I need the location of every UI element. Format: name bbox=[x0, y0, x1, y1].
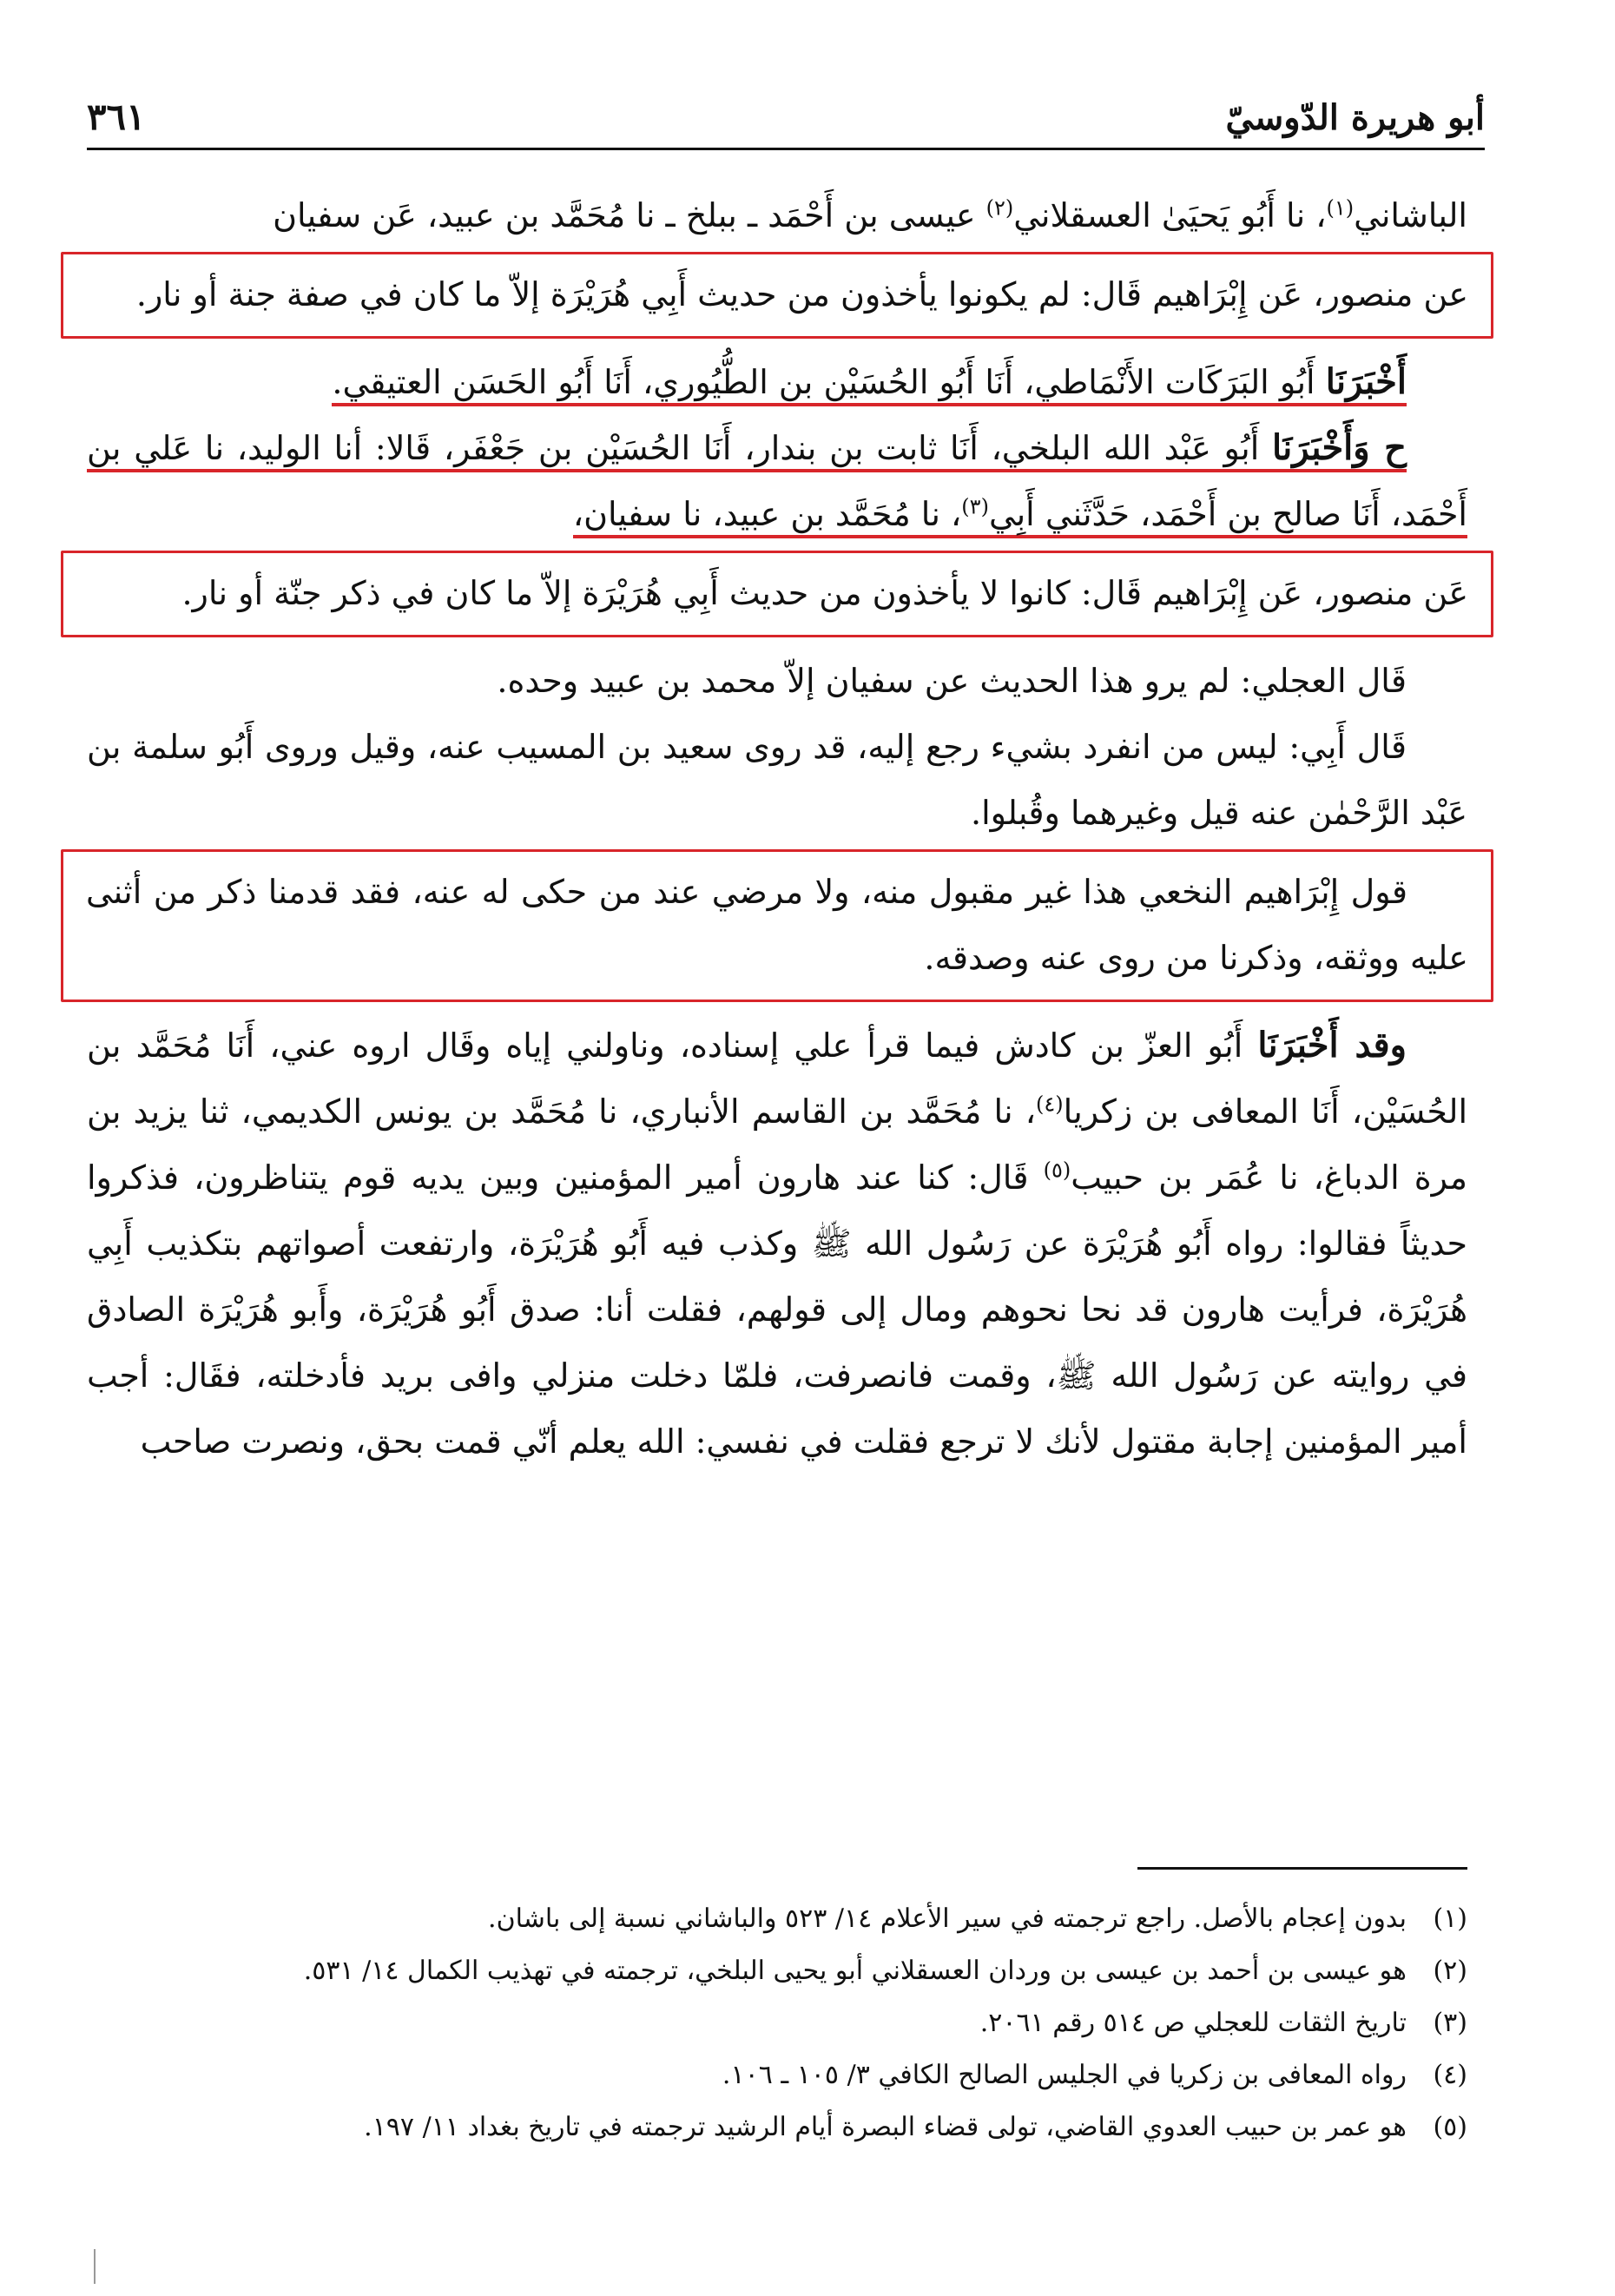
underlined-chain-1 bbox=[332, 363, 1407, 406]
text-run: ، نا مُحَمَّد بن القاسم الأنباري، نا مُحَمَّد بن يونس الكديمي، ثنا يزيد بن مرة الدباغ، نا عُمَر بن حبيب bbox=[87, 1092, 1467, 1197]
footnote-ref-2[interactable]: (٢) bbox=[985, 195, 1014, 221]
lead-word: أَخْبَرَنَا bbox=[1325, 361, 1407, 402]
main-text bbox=[87, 182, 1467, 1475]
scan-margin-mark bbox=[94, 2249, 96, 2284]
page-number: ٣٦١ bbox=[87, 96, 146, 138]
text-run: أَبُو العزّ بن كادش فيما قرأ علي إسناده، وناولني إياه وقَال اروه عني، أَنَا مُحَمَّد بن الحُسَيْن، أَنَا المعافى بن زكريا bbox=[87, 1026, 1467, 1131]
footnote-separator bbox=[1137, 1867, 1467, 1870]
boxed-text-1: عن منصور، عَن إِبْرَاهيم قَال: لم يكونوا يأخذون من حديث أَبِي هُرَيْرَة إلاّ ما كان في صفة جنة أو نار. bbox=[135, 275, 1468, 313]
footnote-3 bbox=[87, 1997, 1467, 2049]
lead-word: وقد أَخْبَرَنَا bbox=[1257, 1025, 1407, 1066]
highlight-box-1 bbox=[61, 252, 1493, 339]
paragraph-isnad-1 bbox=[87, 182, 1467, 248]
footnote-number: (٥) bbox=[1433, 2112, 1467, 2142]
footnote-2 bbox=[87, 1945, 1467, 1997]
text-run: الباشاني bbox=[1354, 196, 1467, 234]
paragraph-harun-story bbox=[87, 1013, 1467, 1475]
running-header bbox=[87, 87, 1485, 150]
boxed-text-3: قول إِبْرَاهيم النخعي هذا غير مقبول منه، ولا مرضي عند من حكى له عنه، فقد قدمنا ذكر من أثنى عليه ووثقه، وذكرنا من روى عنه وصدقه. bbox=[86, 873, 1468, 977]
footnote-number: (١) bbox=[1433, 1903, 1467, 1934]
footnote-5 bbox=[87, 2101, 1467, 2154]
footnote-ref-3[interactable]: (٣) bbox=[961, 494, 989, 519]
footnote-text: هو عيسى بن أحمد بن عيسى بن وردان العسقلاني أبو يحيى البلخي، ترجمته في تهذيب الكمال ١٤/ ٥٣١. bbox=[303, 1956, 1407, 1986]
text-run: ، نا أَبُو يَحيَىٰ العسقلاني bbox=[1013, 196, 1327, 234]
footnote-ref-5[interactable]: (٥) bbox=[1043, 1158, 1071, 1183]
footnotes bbox=[87, 1893, 1467, 2154]
footnote-number: (٢) bbox=[1433, 1956, 1467, 1986]
text-run: أَبُو البَرَكَات الأَنْمَاطي، أَنَا أَبُو الحُسَيْن بن الطُّيُوري، أَنَا أَبُو الحَسَن العتيقي. bbox=[332, 363, 1315, 401]
footnote-text: تاريخ الثقات للعجلي ص ٥١٤ رقم ٢٠٦١. bbox=[979, 2008, 1407, 2038]
footnote-ref-1[interactable]: (١) bbox=[1326, 195, 1355, 221]
text-run: ، نا مُحَمَّد بن عبيد، نا سفيان، bbox=[572, 495, 962, 533]
footnote-text: هو عمر بن حبيب العدوي القاضي، تولى قضاء البصرة أيام الرشيد ترجمته في تاريخ بغداد ١١/ ١٩٧. bbox=[364, 2112, 1407, 2142]
footnote-ref-4[interactable]: (٤) bbox=[1036, 1092, 1064, 1117]
lead-word: ح وَأَخْبَرَنَا bbox=[1271, 427, 1407, 468]
paragraph-isnad-3 bbox=[87, 415, 1467, 547]
footnote-number: (٣) bbox=[1433, 2008, 1467, 2038]
text-run: قَال: كنا عند هارون أمير المؤمنين وبين يديه قوم يتناظرون، فذكروا حديثاً فقالوا: رواه أَبُو هُرَيْرَة عن رَسُول الله ﷺ وكذب فيه أَبُو هُرَيْرَة، وارتفعت أصواتهم بتكذيب أَبِي هُرَيْرَة، فرأيت هارون قد نحا نحوهم ومال إلى قولهم، فقلت أنا: صدق أَبُو هُرَيْرَة، وأَبو هُرَيْرَة الصادق في روايته عن رَسُول الله ﷺ، وقمت فانصرفت، فلمّا دخلت منزلي وافى بريد فأدخلته، فقَال: أجب أمير المؤمنين إجابة مقتول لأنك لا ترجع فقلت في نفسي: الله يعلم أنّي قمت بحق، ونصرت صاحب bbox=[87, 1158, 1467, 1461]
running-title: أبو هريرة الدّوسيّ bbox=[1225, 97, 1485, 138]
footnote-text: بدون إعجام بالأصل. راجع ترجمته في سير الأعلام ١٤/ ٥٢٣ والباشاني نسبة إلى باشان. bbox=[488, 1903, 1407, 1934]
footnote-4 bbox=[87, 2049, 1467, 2101]
footnote-1 bbox=[87, 1893, 1467, 1945]
footnote-text: رواه المعافى بن زكريا في الجليس الصالح الكافي ٣/ ١٠٥ ـ ١٠٦. bbox=[722, 2060, 1407, 2090]
underlined-chain-2 bbox=[87, 429, 1467, 538]
footnote-number: (٤) bbox=[1433, 2060, 1467, 2090]
paragraph-isnad-2 bbox=[87, 349, 1467, 415]
paragraph-ijli: قَال العجلي: لم يرو هذا الحديث عن سفيان إلاّ محمد بن عبيد وحده. bbox=[497, 662, 1407, 700]
highlight-box-3 bbox=[61, 849, 1493, 1002]
text-run: أَبُو عَبْد الله البلخي، أَنَا ثابت بن بندار، أَنَا الحُسَيْن بن جَعْفَر، قَالا: أنا الوليد، نا عَلي بن أَحْمَد، أَنَا صالح بن أَحْمَد، حَدَّثَني أَبِي bbox=[87, 429, 1467, 533]
highlight-box-2 bbox=[61, 551, 1493, 637]
paragraph-abi: قَال أَبِي: ليس من انفرد بشيء رجع إليه، قد روى سعيد بن المسيب عنه، وقيل وروى أَبُو سلمة بن عَبْد الرَّحْمٰن عنه قيل وغيرهما وقُبلوا. bbox=[87, 728, 1467, 832]
boxed-text-2: عَن منصور، عَن إِبْرَاهيم قَال: كانوا لا يأخذون من حديث أَبِي هُرَيْرَة إلاّ ما كان في ذكر جنّة أو نار. bbox=[181, 574, 1468, 612]
text-run: عيسى بن أَحْمَد ـ ببلخ ـ نا مُحَمَّد بن عبيد، عَن سفيان bbox=[273, 196, 976, 234]
